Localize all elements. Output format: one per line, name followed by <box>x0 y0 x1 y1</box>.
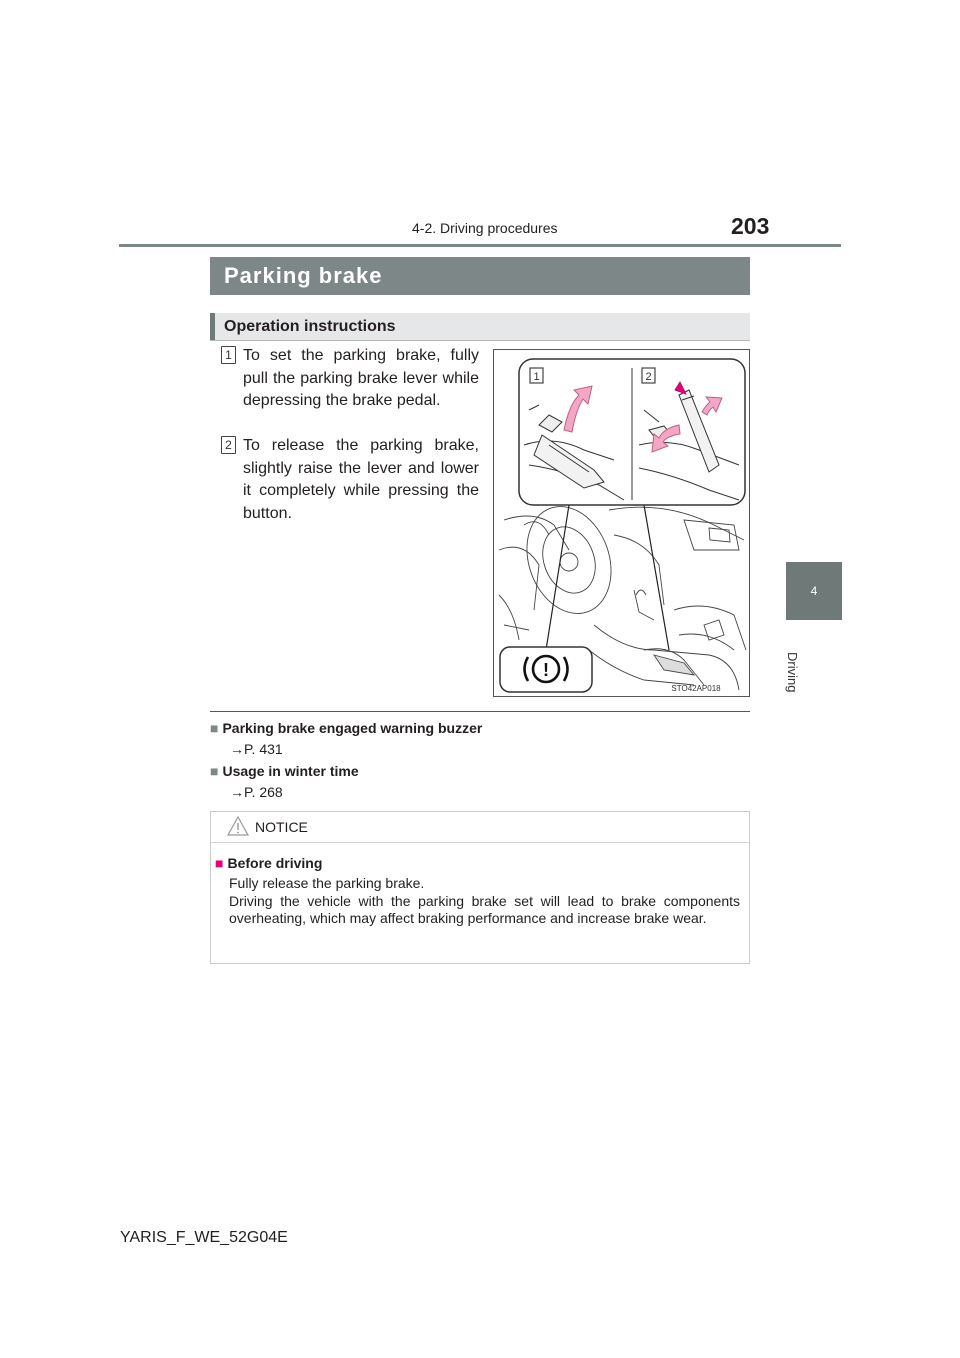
warning-symbol: ! <box>543 660 549 680</box>
parking-brake-illustration <box>493 349 750 697</box>
callout-1: 1 <box>533 371 540 383</box>
header-section-title: 4-2. Driving procedures <box>412 220 558 236</box>
square-bullet-icon: ■ <box>215 855 224 871</box>
note-heading-text-2: Usage in winter time <box>222 763 359 779</box>
note-ref-1[interactable]: →P. 431 <box>230 741 283 757</box>
notice-title: NOTICE <box>255 819 308 835</box>
step-number-1: 1 <box>221 346 236 364</box>
notes-rule <box>210 711 750 712</box>
section-subtitle: Operation instructions <box>210 313 750 340</box>
step-text-2: To release the parking brake, slightly raise the lever and lower it completely while pressing the button. <box>243 437 479 522</box>
note-heading-text-1: Parking brake engaged warning buzzer <box>222 720 483 736</box>
notice-heading-text: Before driving <box>227 855 323 871</box>
subtitle-rule <box>210 340 750 341</box>
square-bullet-icon: ■ <box>210 763 219 779</box>
step-number-2: 2 <box>221 436 236 454</box>
document-code: YARIS_F_WE_52G04E <box>120 1229 288 1246</box>
square-bullet-icon: ■ <box>210 720 219 736</box>
caution-triangle-icon <box>227 816 249 836</box>
notice-heading <box>215 855 322 871</box>
page-title: Parking brake <box>210 257 750 295</box>
note-heading-2 <box>210 763 359 779</box>
note-ref-2[interactable]: →P. 268 <box>230 784 283 800</box>
note-heading-1 <box>210 720 482 736</box>
header-rule <box>119 244 841 247</box>
notice-body: Fully release the parking brake. Driving the vehicle with the parking brake set will lead to brake components overheating, which may affect braking performance and increase brake wear. <box>229 875 740 926</box>
illustration-svg <box>494 350 750 697</box>
figure-code: STO42AP018 <box>671 684 721 693</box>
chapter-tab: 4 <box>786 562 842 620</box>
page-number: 203 <box>731 213 770 239</box>
notice-divider <box>211 842 749 843</box>
step-text-1: To set the parking brake, fully pull the parking brake lever while depressing the brake pedal. <box>243 347 479 409</box>
chapter-label: Driving <box>785 652 800 693</box>
callout-2: 2 <box>645 371 652 383</box>
